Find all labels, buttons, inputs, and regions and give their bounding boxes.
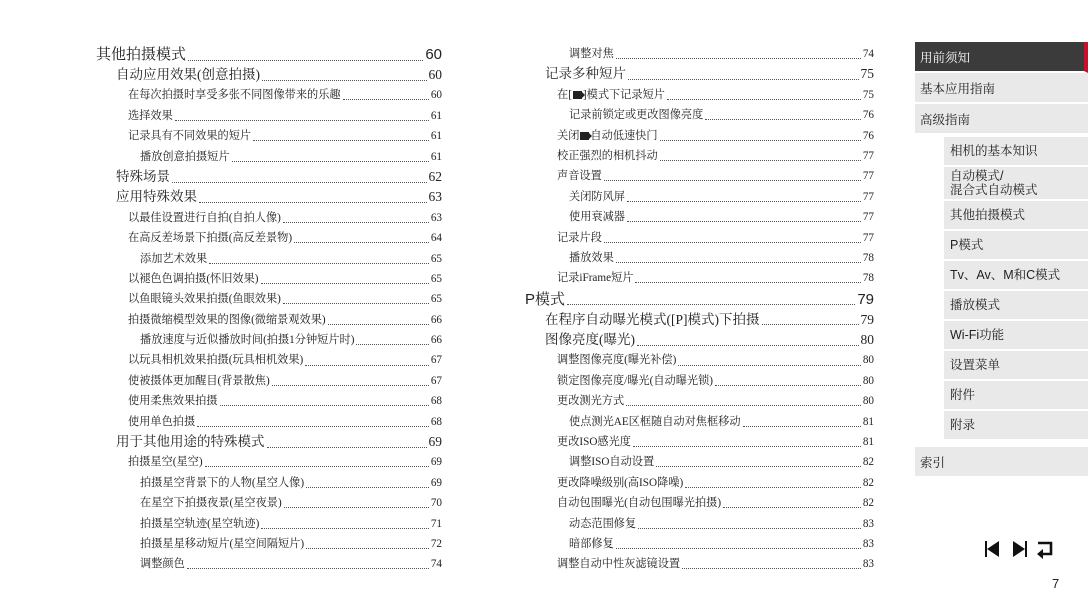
toc-entry[interactable] <box>525 105 874 125</box>
leader-dots <box>660 133 861 141</box>
sidebar-item-label: 附件 <box>950 388 976 402</box>
toc-entry-page: 81 <box>862 415 874 428</box>
toc-entry-title: 用于其他用途的特殊模式 <box>116 434 265 450</box>
toc-entry-title: 在每次拍摄时享受多张不同图像带来的乐趣 <box>128 89 341 102</box>
sidebar-item[interactable] <box>944 349 1088 379</box>
leader-dots <box>656 460 861 468</box>
leader-dots <box>616 255 861 263</box>
toc-entry-page: 72 <box>430 537 442 550</box>
leader-dots <box>743 419 861 427</box>
toc-entry[interactable] <box>525 248 874 268</box>
sidebar-item[interactable] <box>944 409 1088 439</box>
toc-entry-page: 74 <box>862 48 874 60</box>
sidebar-item[interactable] <box>944 135 1088 165</box>
leader-dots <box>667 92 861 100</box>
toc-entry-title: 记录前锁定或更改图像亮度 <box>569 109 704 122</box>
toc-entry-page: 61 <box>430 150 442 163</box>
toc-entry-title: 添加艺术效果 <box>140 252 208 265</box>
toc-entry-title: 拍摄星空背景下的人物(星空人像) <box>140 476 305 489</box>
toc-entry-title: 图像亮度(曝光) <box>545 332 635 348</box>
leader-dots <box>616 51 861 59</box>
leader-dots <box>628 71 859 80</box>
toc-entry[interactable] <box>96 473 442 493</box>
toc-entry-title: 调整对焦 <box>569 48 614 60</box>
next-page-button[interactable] <box>1008 538 1030 560</box>
leader-dots <box>627 194 861 202</box>
toc-entry-page: 83 <box>862 517 874 530</box>
toc-entry-title: 以鱼眼镜头效果拍摄(鱼眼效果) <box>128 293 281 306</box>
toc-entry[interactable] <box>96 85 442 105</box>
toc-column-left <box>96 44 442 575</box>
toc-entry[interactable] <box>96 493 442 513</box>
leader-dots <box>187 562 429 570</box>
toc-entry-page: 61 <box>430 130 442 143</box>
toc-entry[interactable] <box>96 269 442 289</box>
sidebar-item-label: 自动模式/ 混合式自动模式 <box>950 169 1038 197</box>
sidebar-item[interactable] <box>944 379 1088 409</box>
sidebar-nav <box>915 42 1088 478</box>
sidebar-item-label: 设置菜单 <box>950 358 1001 372</box>
toc-entry[interactable] <box>525 85 874 105</box>
toc-entry[interactable] <box>525 473 874 493</box>
sidebar-item[interactable] <box>944 199 1088 229</box>
leader-dots <box>604 174 861 182</box>
toc-entry-title: 锁定图像亮度/曝光(自动曝光锁) <box>557 374 713 387</box>
toc-entry[interactable] <box>96 350 442 370</box>
toc-entry-title: P模式 <box>525 290 566 308</box>
leader-dots <box>627 214 861 222</box>
toc-entry[interactable] <box>525 391 874 411</box>
leader-dots <box>343 93 429 101</box>
toc-entry[interactable] <box>525 289 874 310</box>
toc-entry[interactable] <box>96 65 442 85</box>
leader-dots <box>261 521 428 529</box>
toc-entry-page: 64 <box>430 232 442 245</box>
toc-entry-page: 77 <box>862 190 874 203</box>
toc-entry-page: 83 <box>862 537 874 550</box>
sidebar-item[interactable] <box>944 289 1088 319</box>
toc-entry[interactable] <box>525 126 874 146</box>
toc-entry[interactable] <box>96 44 442 65</box>
toc-entry-title: 其他拍摄模式 <box>96 46 187 63</box>
sidebar-item-label: P模式 <box>950 238 984 252</box>
toc-entry-page: 68 <box>430 395 442 408</box>
toc-entry[interactable] <box>96 432 442 452</box>
toc-entry-title: 使用单色拍摄 <box>128 415 196 428</box>
toc-entry[interactable] <box>525 554 874 574</box>
toc-entry[interactable] <box>96 167 442 187</box>
toc-entry-title: 自动包围曝光(自动包围曝光拍摄) <box>557 497 722 510</box>
leader-dots <box>567 295 855 305</box>
leader-dots <box>220 399 429 407</box>
toc-entry-title: 使点测光AE区框随自动对焦框移动 <box>569 415 741 428</box>
sidebar-item-label: 相机的基本知识 <box>950 144 1038 158</box>
toc-entry[interactable] <box>525 412 874 432</box>
toc-entry-page: 80 <box>860 332 874 348</box>
toc-entry-title: 播放创意拍摄短片 <box>140 150 230 163</box>
toc-entry[interactable] <box>525 268 874 288</box>
toc-entry[interactable] <box>96 289 442 309</box>
sidebar-item-label: 索引 <box>920 455 946 470</box>
leader-dots <box>272 378 429 386</box>
toc-entry-page: 77 <box>862 231 874 244</box>
toc-entry-title: 播放效果 <box>569 251 614 264</box>
next-page-icon <box>1008 538 1030 560</box>
leader-dots <box>306 480 429 488</box>
sidebar-item[interactable] <box>915 447 1088 478</box>
toc-entry-page: 77 <box>862 211 874 224</box>
toc-entry-title: 调整ISO自动设置 <box>569 456 655 469</box>
prev-page-button[interactable] <box>982 538 1004 560</box>
toc-entry[interactable] <box>96 452 442 472</box>
leader-dots <box>682 562 861 570</box>
sidebar-item-label: 附录 <box>950 418 976 432</box>
leader-dots <box>172 174 427 183</box>
toc-entry-page: 61 <box>430 109 442 122</box>
toc-entry-page: 79 <box>860 311 874 327</box>
toc-entry-title: 选择效果 <box>128 109 173 122</box>
toc-entry-page: 62 <box>428 168 442 184</box>
toc-entry-page: 69 <box>430 476 442 489</box>
toc-entry-title: 声音设置 <box>557 170 602 183</box>
toc-entry[interactable] <box>525 228 874 248</box>
toc-entry[interactable] <box>96 514 442 534</box>
sidebar-item[interactable] <box>915 42 1088 73</box>
toc-entry-title: 在高反差场景下拍摄(高反差景物) <box>128 232 293 245</box>
toc-entry-page: 79 <box>857 290 874 308</box>
toc-entry-title: 更改ISO感光度 <box>557 436 631 449</box>
toc-entry[interactable] <box>96 126 442 146</box>
sidebar-item[interactable] <box>944 165 1088 199</box>
leader-dots <box>715 378 861 386</box>
toc-entry-page: 60 <box>428 67 442 82</box>
toc-entry-page: 82 <box>862 456 874 469</box>
leader-dots <box>328 317 429 325</box>
leader-dots <box>261 276 429 284</box>
toc-entry-title: 应用特殊效果 <box>116 189 197 205</box>
toc-entry-title: 在星空下拍摄夜景(星空夜景) <box>140 497 282 510</box>
toc-entry-title: 使用柔焦效果拍摄 <box>128 395 218 408</box>
toc-entry-title: 更改测光方式 <box>557 395 625 408</box>
leader-dots <box>305 358 429 366</box>
leader-dots <box>175 113 429 121</box>
toc-entry[interactable] <box>525 146 874 166</box>
leader-dots <box>638 521 861 529</box>
leader-dots <box>262 72 427 81</box>
toc-entry[interactable] <box>525 166 874 186</box>
toc-entry-title: 自动应用效果(创意拍摄) <box>116 67 260 82</box>
page-number: 7 <box>1052 576 1060 591</box>
leader-dots <box>685 480 861 488</box>
toc-entry-page: 65 <box>430 293 442 306</box>
sidebar-item[interactable] <box>915 73 1088 104</box>
toc-entry[interactable] <box>525 310 874 330</box>
leader-dots <box>723 501 861 509</box>
leader-dots <box>604 235 861 243</box>
toc-entry-page: 78 <box>862 272 874 285</box>
toc-entry-page: 69 <box>430 456 442 469</box>
leader-dots <box>205 460 429 468</box>
toc-entry-page: 69 <box>428 434 442 450</box>
sidebar-item-label: 高级指南 <box>920 112 971 127</box>
leader-dots <box>267 439 427 448</box>
toc-entry[interactable] <box>525 44 874 64</box>
leader-dots <box>306 541 429 549</box>
toc-entry[interactable] <box>96 554 442 574</box>
toc-entry-page: 81 <box>862 436 874 449</box>
toc-entry-title: 校正强烈的相机抖动 <box>557 149 658 162</box>
toc-entry-title: 在程序自动曝光模式([P]模式)下拍摄 <box>545 311 760 327</box>
toc-entry[interactable] <box>525 330 874 350</box>
toc-entry-page: 82 <box>862 476 874 489</box>
leader-dots <box>633 439 861 447</box>
leader-dots <box>253 134 429 142</box>
toc-entry-title: 特殊场景 <box>116 168 170 184</box>
toc-entry-title: 拍摄星星移动短片(星空间隔短片) <box>140 537 305 550</box>
toc-entry[interactable] <box>96 310 442 330</box>
toc-entry-page: 63 <box>430 211 442 224</box>
toc-entry[interactable] <box>96 228 442 248</box>
toc-entry[interactable] <box>96 249 442 269</box>
toc-entry-page: 74 <box>430 558 442 571</box>
toc-entry-title: 播放速度与近似播放时间(拍摄1分钟短片时) <box>140 334 355 347</box>
toc-entry-title: 在[ ]模式下记录短片 <box>557 88 665 101</box>
leader-dots <box>199 194 427 203</box>
sidebar-item[interactable] <box>944 229 1088 259</box>
sidebar-item[interactable] <box>944 319 1088 349</box>
toc-entry-title: 关闭防风屏 <box>569 190 625 203</box>
toc-entry-title: 拍摄微缩模型效果的图像(微缩景观效果) <box>128 313 326 326</box>
toc-entry[interactable] <box>96 106 442 126</box>
toc-entry-page: 67 <box>430 354 442 367</box>
toc-entry-page: 60 <box>425 46 442 63</box>
toc-entry-title: 暗部修复 <box>569 537 614 550</box>
leader-dots <box>637 337 859 346</box>
toc-entry[interactable] <box>525 207 874 227</box>
toc-entry-title: 使被摄体更加醒目(背景散焦) <box>128 374 270 387</box>
toc-entry[interactable] <box>525 493 874 513</box>
movie-icon <box>580 132 589 140</box>
toc-entry[interactable] <box>96 534 442 554</box>
sidebar-item-label: Wi-Fi功能 <box>950 328 1005 342</box>
leader-dots <box>232 154 429 162</box>
toc-entry-title: 以最佳设置进行自拍(自拍人像) <box>128 211 281 224</box>
toc-entry[interactable] <box>525 64 874 84</box>
toc-entry-title: 记录片段 <box>557 231 602 244</box>
return-icon <box>1034 538 1056 560</box>
toc-entry-page: 76 <box>862 129 874 142</box>
movie-icon <box>573 91 582 99</box>
toc-entry-page: 66 <box>430 334 442 347</box>
prev-page-icon <box>982 538 1004 560</box>
toc-entry[interactable] <box>96 391 442 411</box>
toc-entry-page: 70 <box>430 497 442 510</box>
toc-entry[interactable] <box>525 350 874 370</box>
toc-entry-page: 77 <box>862 149 874 162</box>
toc-entry-title: 使用衰减器 <box>569 211 625 224</box>
toc-entry-page: 65 <box>430 272 442 285</box>
sidebar-item-label: Tv、Av、M和C模式 <box>950 268 1061 282</box>
toc-entry[interactable] <box>525 452 874 472</box>
leader-dots <box>762 316 859 325</box>
sidebar-item[interactable] <box>944 259 1088 289</box>
toc-entry[interactable] <box>525 371 874 391</box>
toc-entry-title: 更改降噪级别(高ISO降噪) <box>557 476 684 489</box>
toc-entry[interactable] <box>525 514 874 534</box>
toc-entry[interactable] <box>96 187 442 207</box>
toc-entry-title: 记录具有不同效果的短片 <box>128 130 252 143</box>
toc-entry[interactable] <box>525 432 874 452</box>
toc-entry-page: 75 <box>860 66 874 82</box>
leader-dots <box>284 501 429 509</box>
toc-entry[interactable] <box>525 534 874 554</box>
toc-entry-page: 77 <box>862 170 874 183</box>
sidebar-item[interactable] <box>915 104 1088 135</box>
toc-entry-page: 65 <box>430 252 442 265</box>
toc-entry[interactable] <box>96 208 442 228</box>
toc-entry-title: 关闭 自动低速快门 <box>557 129 658 142</box>
toc-entry-title: 调整图像亮度(曝光补偿) <box>557 354 677 367</box>
toc-entry-title: 拍摄星空轨迹(星空轨迹) <box>140 517 260 530</box>
leader-dots <box>660 153 861 161</box>
toc-entry-page: 80 <box>862 395 874 408</box>
toc-entry[interactable] <box>525 187 874 207</box>
toc-entry[interactable] <box>96 371 442 391</box>
leader-dots <box>705 113 861 121</box>
toc-entry[interactable] <box>96 412 442 432</box>
leader-dots <box>188 51 423 61</box>
toc-entry-title: 调整颜色 <box>140 558 185 571</box>
toc-entry-page: 83 <box>862 558 874 571</box>
sidebar-item-label: 其他拍摄模式 <box>950 208 1026 222</box>
toc-entry-page: 68 <box>430 415 442 428</box>
leader-dots <box>626 399 861 407</box>
toc-entry-page: 75 <box>862 88 874 101</box>
toc-entry[interactable] <box>96 330 442 350</box>
sidebar-item-label: 基本应用指南 <box>920 81 996 96</box>
sidebar-item-label: 播放模式 <box>950 298 1001 312</box>
toc-entry-title: 调整自动中性灰滤镜设置 <box>557 558 681 571</box>
leader-dots <box>678 358 860 366</box>
toc-entry-title: 记录iFrame短片 <box>557 272 634 285</box>
leader-dots <box>616 541 861 549</box>
leader-dots <box>283 297 429 305</box>
toc-entry-page: 80 <box>862 354 874 367</box>
toc-entry-page: 67 <box>430 374 442 387</box>
toc-entry-page: 76 <box>862 109 874 122</box>
toc-column-middle <box>525 44 874 575</box>
toc-entry-title: 以玩具相机效果拍摄(玩具相机效果) <box>128 354 304 367</box>
leader-dots <box>209 256 429 264</box>
toc-entry-title: 记录多种短片 <box>545 66 626 82</box>
toc-entry-title: 动态范围修复 <box>569 517 637 530</box>
toc-entry-page: 78 <box>862 251 874 264</box>
toc-entry[interactable] <box>96 147 442 167</box>
leader-dots <box>294 235 429 243</box>
page-navigation <box>982 538 1056 560</box>
toc-entry-page: 71 <box>430 517 442 530</box>
return-button[interactable] <box>1034 538 1056 560</box>
toc-entry-page: 80 <box>862 374 874 387</box>
toc-entry-title: 以褪色色调拍摄(怀旧效果) <box>128 272 259 285</box>
toc-entry-page: 60 <box>430 89 442 102</box>
toc-entry-page: 63 <box>428 189 442 205</box>
sidebar-item-label: 用前须知 <box>920 50 971 65</box>
toc-entry-title: 拍摄星空(星空) <box>128 456 203 469</box>
toc-entry-page: 82 <box>862 497 874 510</box>
leader-dots <box>356 337 428 345</box>
leader-dots <box>635 276 860 284</box>
toc-entry-page: 66 <box>430 313 442 326</box>
leader-dots <box>283 215 429 223</box>
leader-dots <box>197 419 429 427</box>
